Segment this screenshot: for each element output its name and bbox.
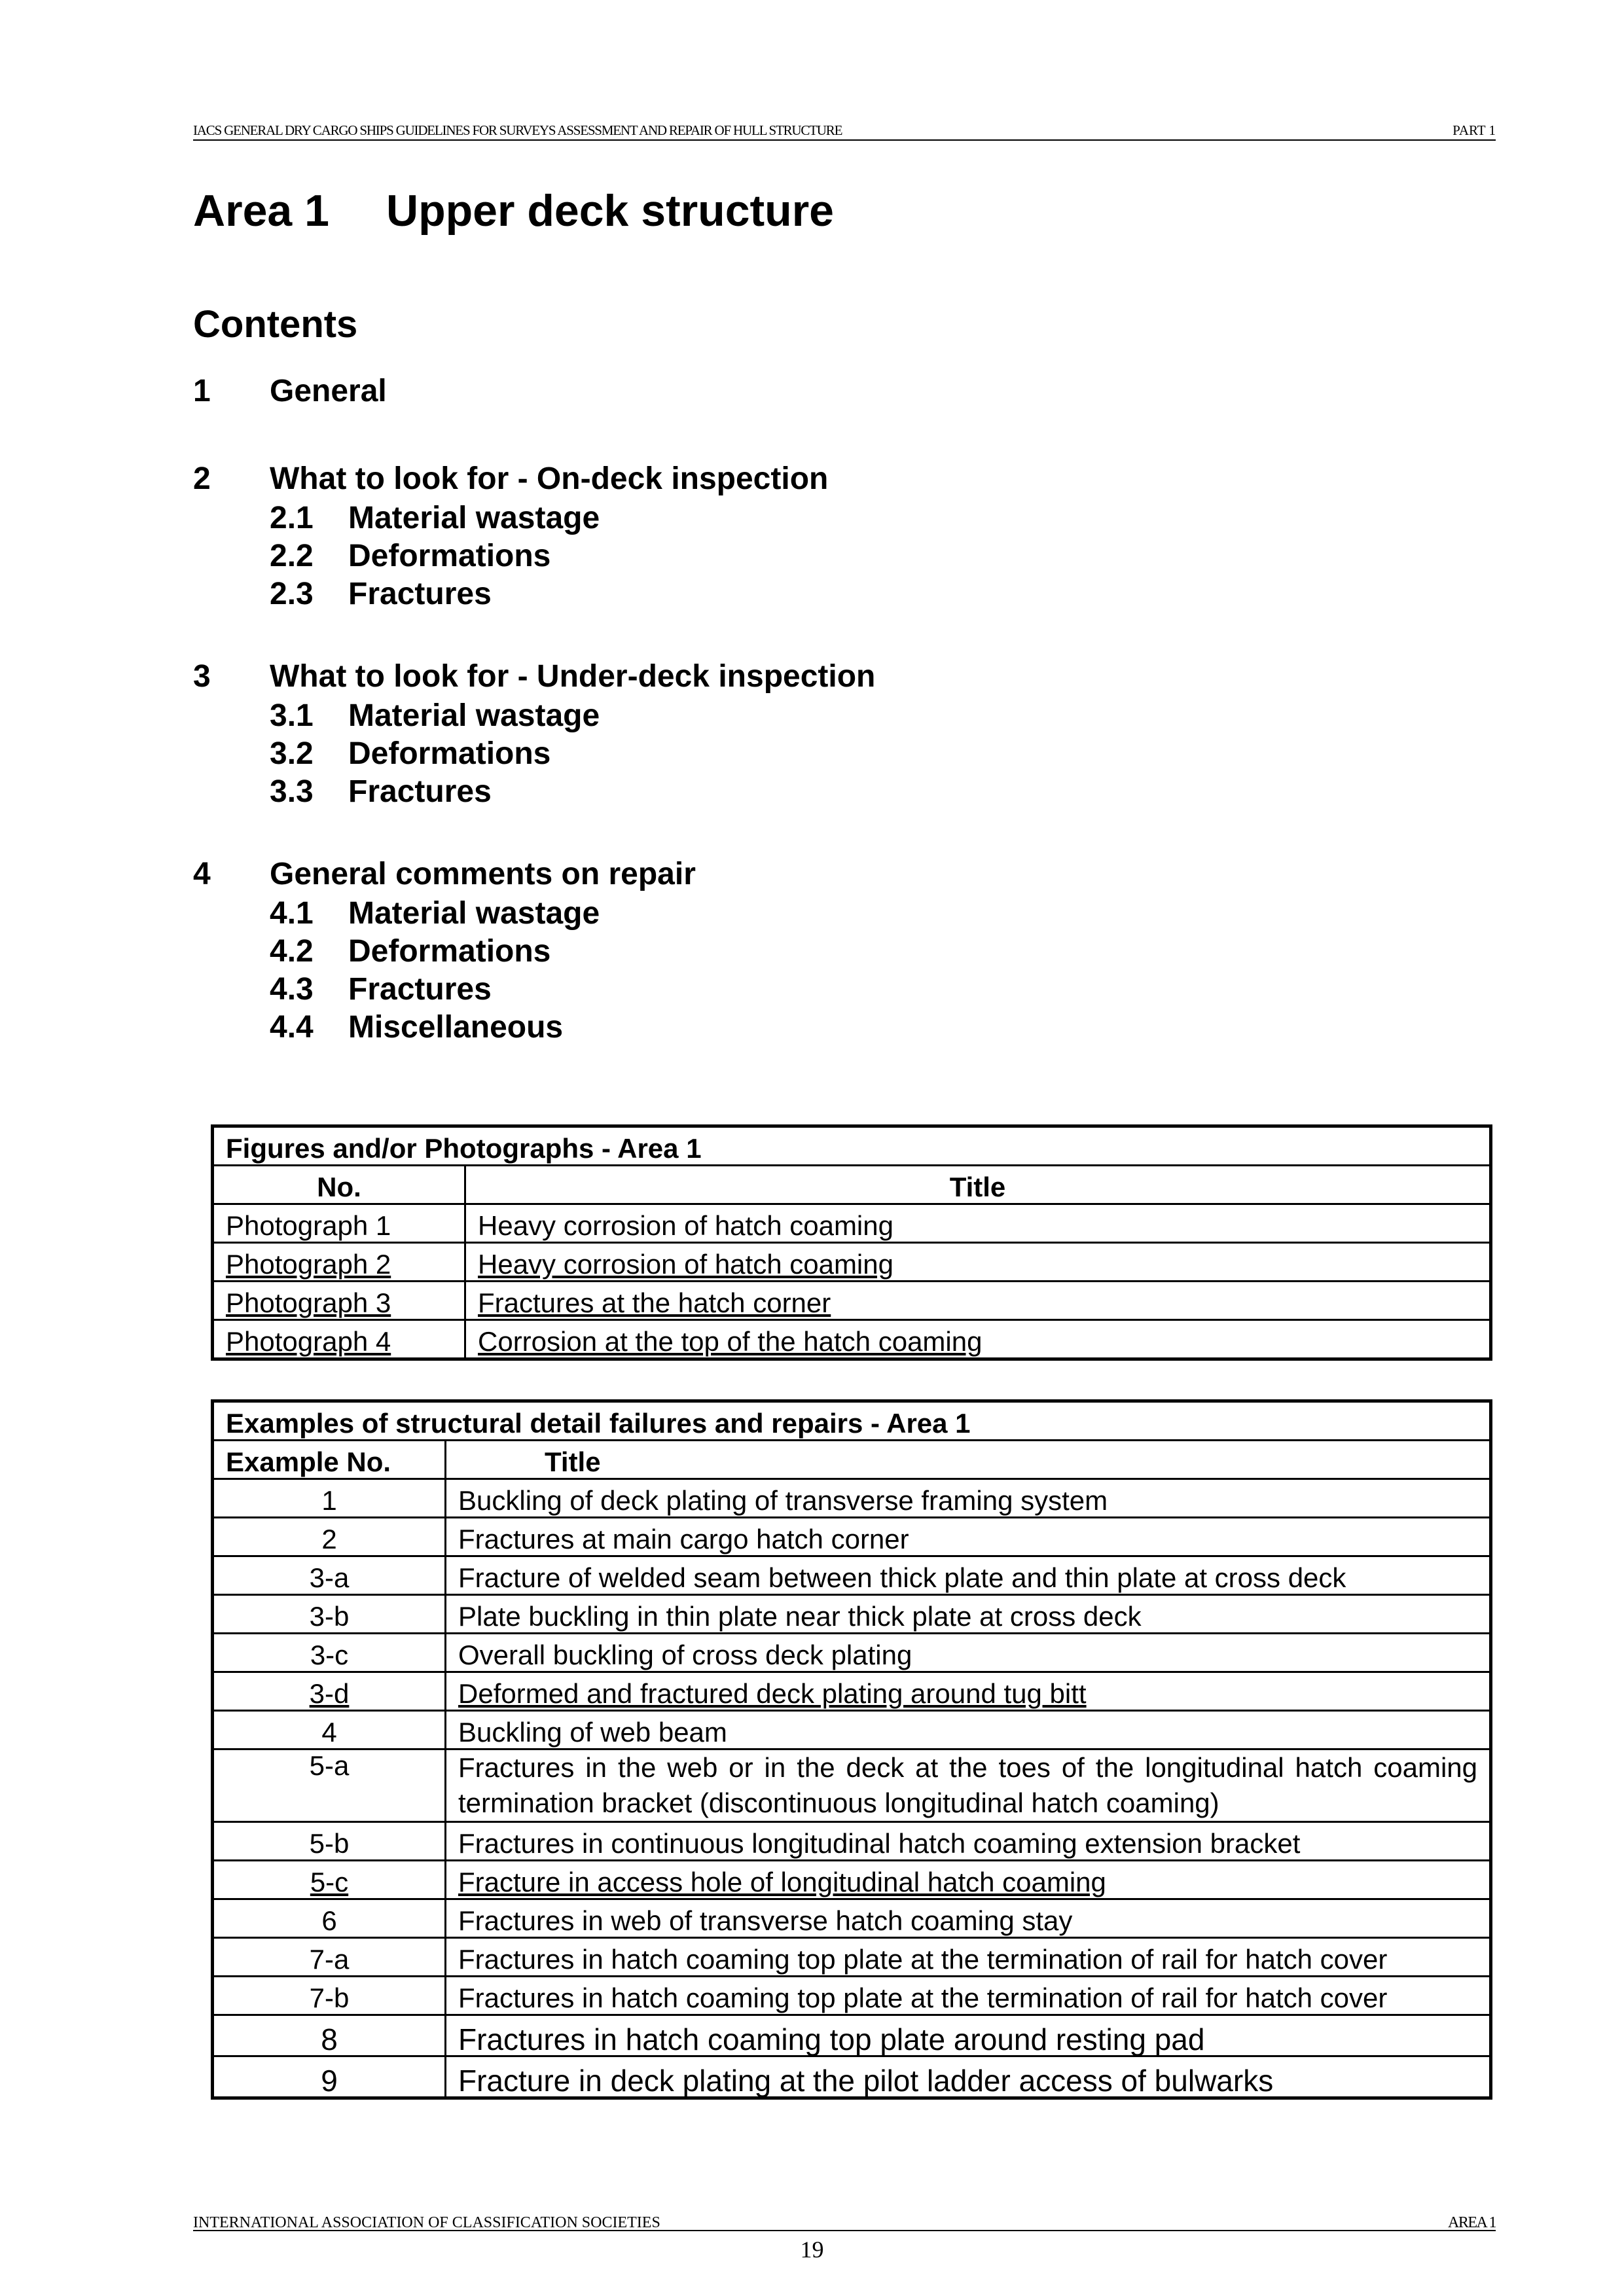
table-row bbox=[213, 1822, 1491, 1861]
toc-sub-number: 3.2 bbox=[270, 736, 314, 771]
examples-table-caption: Examples of structural detail failures and repairs - Area 1 bbox=[213, 1401, 1491, 1441]
example-title: Fractures in hatch coaming top plate at the termination of rail for hatch cover bbox=[446, 1938, 1491, 1977]
example-title: Fractures in continuous longitudinal hatch coaming extension bracket bbox=[446, 1822, 1491, 1861]
toc-sub-title: Deformations bbox=[348, 736, 551, 771]
toc-sub-title: Deformations bbox=[348, 539, 551, 573]
table-row bbox=[213, 2056, 1491, 2098]
table-row bbox=[213, 1518, 1491, 1556]
examples-table bbox=[211, 1399, 1492, 2100]
toc-number: 3 bbox=[193, 659, 211, 694]
example-title: Fracture in access hole of longitudinal hatch coaming bbox=[446, 1861, 1491, 1899]
toc-sub-number: 4.4 bbox=[270, 1010, 314, 1045]
column-header-title: Title bbox=[446, 1441, 1491, 1479]
toc-sub-number: 4.3 bbox=[270, 972, 314, 1007]
example-title: Fractures in hatch coaming top plate at the termination of rail for hatch cover bbox=[446, 1977, 1491, 2015]
toc-sub-number: 3.1 bbox=[270, 698, 314, 733]
table-row bbox=[213, 1556, 1491, 1595]
running-footer bbox=[193, 2214, 1496, 2231]
table-row bbox=[213, 1595, 1491, 1634]
area-title: Upper deck structure bbox=[386, 186, 834, 236]
example-title: Overall buckling of cross deck plating bbox=[446, 1634, 1491, 1672]
photograph-number: Photograph 2 bbox=[213, 1243, 465, 1282]
example-title: Plate buckling in thin plate near thick plate at cross deck bbox=[446, 1595, 1491, 1634]
table-row bbox=[213, 1938, 1491, 1977]
toc-sub-number: 2.1 bbox=[270, 501, 314, 535]
example-number: 5-b bbox=[213, 1822, 446, 1861]
example-number: 4 bbox=[213, 1711, 446, 1749]
contents-heading: Contents bbox=[193, 303, 358, 346]
example-title: Buckling of deck plating of transverse framing system bbox=[446, 1479, 1491, 1518]
example-number: 3-b bbox=[213, 1595, 446, 1634]
toc-sub-title: Material wastage bbox=[348, 501, 600, 535]
toc-number: 4 bbox=[193, 857, 211, 891]
example-title: Fractures in hatch coaming top plate around resting pad bbox=[446, 2015, 1491, 2056]
toc-sub-number: 3.3 bbox=[270, 774, 314, 809]
toc-sub-title: Material wastage bbox=[348, 896, 600, 931]
table-row bbox=[213, 1282, 1491, 1320]
example-number: 7-a bbox=[213, 1938, 446, 1977]
toc-sub-number: 4.1 bbox=[270, 896, 314, 931]
photograph-number: Photograph 1 bbox=[213, 1204, 465, 1243]
figures-table bbox=[211, 1124, 1492, 1361]
column-header-title: Title bbox=[465, 1166, 1491, 1204]
area-number: Area 1 bbox=[193, 186, 329, 236]
photograph-title: Heavy corrosion of hatch coaming bbox=[465, 1243, 1491, 1282]
toc-sub-title: Fractures bbox=[348, 972, 492, 1007]
header-document-title: IACS GENERAL DRY CARGO SHIPS GUIDELINES FOR SURVEYS ASSESSMENT AND REPAIR OF HULL STRUCTURE bbox=[193, 122, 842, 138]
example-title: Buckling of web beam bbox=[446, 1711, 1491, 1749]
footer-area-label: AREA 1 bbox=[1447, 2214, 1496, 2231]
column-header-no: No. bbox=[213, 1166, 465, 1204]
toc-sub-title: Material wastage bbox=[348, 698, 600, 733]
table-row bbox=[213, 1243, 1491, 1282]
table-row bbox=[213, 1634, 1491, 1672]
example-title: Deformed and fractured deck plating around tug bitt bbox=[446, 1672, 1491, 1711]
toc-sub-title: Fractures bbox=[348, 774, 492, 809]
toc-sub-title: Deformations bbox=[348, 934, 551, 969]
table-row bbox=[213, 1899, 1491, 1938]
toc-sub-number: 2.2 bbox=[270, 539, 314, 573]
table-row bbox=[213, 1749, 1491, 1822]
figures-table-caption: Figures and/or Photographs - Area 1 bbox=[213, 1126, 1491, 1166]
photograph-number: Photograph 4 bbox=[213, 1320, 465, 1359]
example-title: Fracture in deck plating at the pilot ladder access of bulwarks bbox=[446, 2056, 1491, 2098]
table-row bbox=[213, 1204, 1491, 1243]
photograph-title: Fractures at the hatch corner bbox=[465, 1282, 1491, 1320]
example-title: Fractures in web of transverse hatch coaming stay bbox=[446, 1899, 1491, 1938]
photograph-title: Heavy corrosion of hatch coaming bbox=[465, 1204, 1491, 1243]
example-number: 5-a bbox=[213, 1749, 446, 1822]
photograph-number: Photograph 3 bbox=[213, 1282, 465, 1320]
toc-number: 2 bbox=[193, 461, 211, 496]
toc-sub-number: 4.2 bbox=[270, 934, 314, 969]
example-number: 7-b bbox=[213, 1977, 446, 2015]
example-number: 8 bbox=[213, 2015, 446, 2056]
table-row bbox=[213, 1977, 1491, 2015]
example-number: 2 bbox=[213, 1518, 446, 1556]
running-header bbox=[193, 122, 1496, 141]
example-title: Fractures at main cargo hatch corner bbox=[446, 1518, 1491, 1556]
example-title: Fracture of welded seam between thick plate and thin plate at cross deck bbox=[446, 1556, 1491, 1595]
table-row bbox=[213, 1320, 1491, 1359]
table-row bbox=[213, 1861, 1491, 1899]
toc-sub-title: Miscellaneous bbox=[348, 1010, 564, 1045]
photograph-title: Corrosion at the top of the hatch coaming bbox=[465, 1320, 1491, 1359]
example-number: 3-c bbox=[213, 1634, 446, 1672]
table-row bbox=[213, 2015, 1491, 2056]
table-row bbox=[213, 1479, 1491, 1518]
footer-organization: INTERNATIONAL ASSOCIATION OF CLASSIFICATION SOCIETIES bbox=[193, 2214, 660, 2231]
toc-title: What to look for - Under-deck inspection bbox=[270, 659, 876, 694]
table-row bbox=[213, 1711, 1491, 1749]
table-row bbox=[213, 1672, 1491, 1711]
example-number: 3-d bbox=[213, 1672, 446, 1711]
example-title: Fractures in the web or in the deck at the toes of the longitudinal hatch coaming termination bracket (discontinuous longitudinal hatch coaming) bbox=[446, 1749, 1491, 1822]
example-number: 9 bbox=[213, 2056, 446, 2098]
toc-sub-number: 2.3 bbox=[270, 577, 314, 611]
example-number: 5-c bbox=[213, 1861, 446, 1899]
example-number: 1 bbox=[213, 1479, 446, 1518]
page-number: 19 bbox=[800, 2236, 824, 2263]
toc-title: What to look for - On-deck inspection bbox=[270, 461, 829, 496]
toc-title: General comments on repair bbox=[270, 857, 696, 891]
toc-title: General bbox=[270, 374, 387, 408]
column-header-example-no: Example No. bbox=[213, 1441, 446, 1479]
example-number: 3-a bbox=[213, 1556, 446, 1595]
toc-sub-title: Fractures bbox=[348, 577, 492, 611]
example-number: 6 bbox=[213, 1899, 446, 1938]
toc-number: 1 bbox=[193, 374, 211, 408]
header-part-label: PART 1 bbox=[1453, 122, 1496, 138]
